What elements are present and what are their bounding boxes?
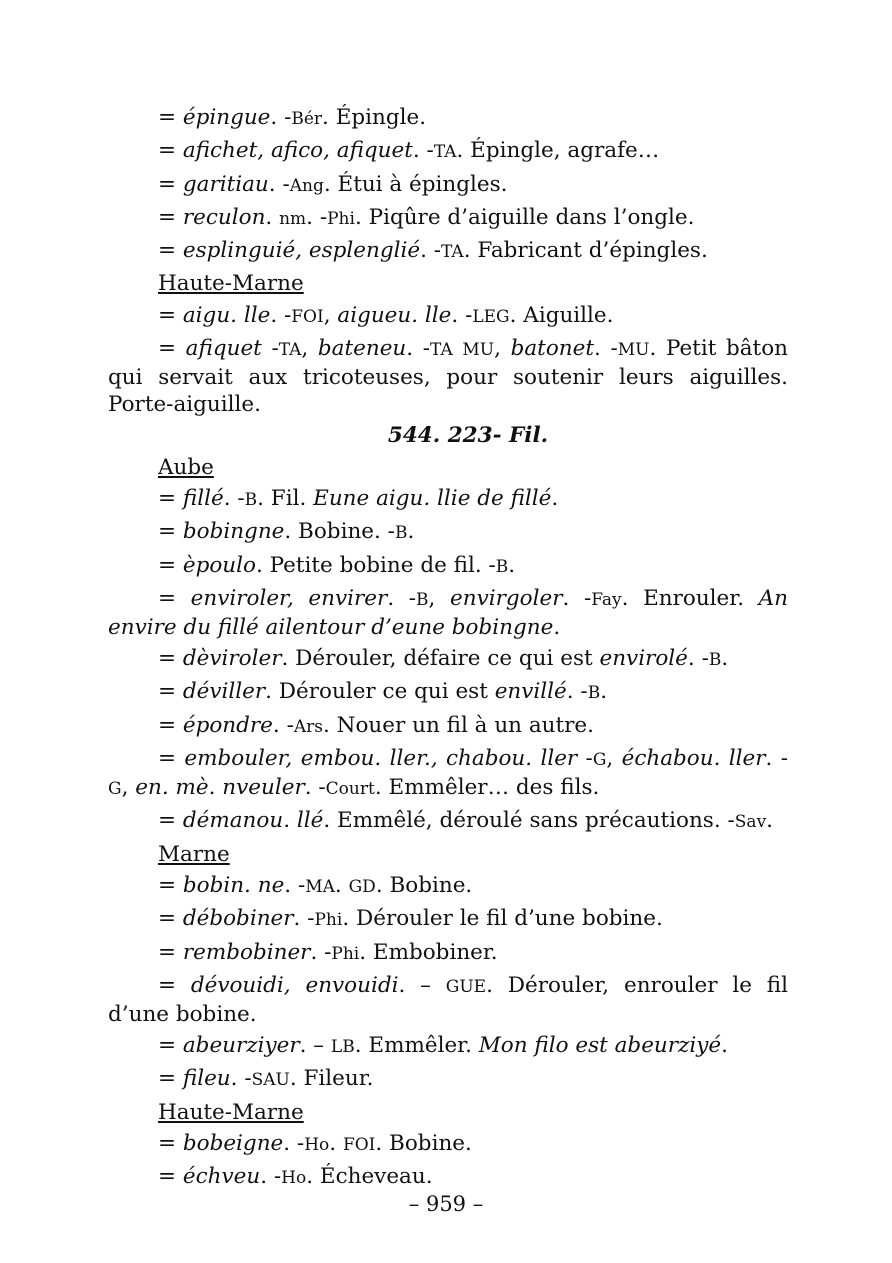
- abbreviation: Bér: [291, 109, 323, 129]
- dialect-term: envirolé: [599, 646, 688, 672]
- abbreviation: nm: [279, 208, 307, 229]
- text-run: =: [158, 906, 183, 932]
- text-run: .: [721, 1033, 728, 1059]
- text-run: =: [158, 171, 183, 197]
- dialect-term: enviroler, envirer: [190, 585, 388, 611]
- text-run: . -: [593, 336, 618, 362]
- text-run: .: [721, 646, 729, 672]
- text-run: . -: [230, 1066, 252, 1092]
- glossary-entry: [108, 807, 788, 836]
- glossary-entry: [108, 552, 788, 581]
- text-run: . -: [293, 906, 315, 932]
- text-run: =: [158, 1131, 183, 1157]
- text-run: =: [158, 872, 183, 898]
- dialect-term: esplinguié, esplenglié: [182, 238, 421, 264]
- glossary-entry: [108, 678, 788, 707]
- text-run: =: [158, 939, 183, 965]
- text-run: . –: [299, 1033, 331, 1059]
- glossary-entry: [108, 905, 788, 934]
- text-run: . -: [562, 585, 592, 611]
- text-run: . Fabricant d’épingles.: [463, 238, 708, 264]
- abbreviation: LB: [330, 1037, 355, 1058]
- text-run: =: [158, 585, 191, 611]
- dialect-term: afichet, afico, afiquet: [182, 138, 413, 164]
- text-run: .: [329, 1131, 343, 1157]
- abbreviation: Phi: [327, 208, 355, 229]
- text-run: =: [158, 679, 183, 705]
- dialect-term: échveu: [182, 1164, 261, 1190]
- text-run: . Emmêler.: [354, 1033, 479, 1059]
- region-heading: [108, 1099, 788, 1126]
- abbreviation: B: [394, 523, 408, 544]
- dialect-term: afiquet: [185, 336, 262, 362]
- glossary-entry: [108, 204, 788, 233]
- abbreviation: B: [495, 556, 509, 577]
- glossary-entry: [108, 1032, 788, 1061]
- abbreviation: FOI: [342, 1135, 376, 1156]
- text-run: . -: [268, 171, 290, 197]
- glossary-entry: [108, 1130, 788, 1159]
- region-heading: [108, 841, 788, 868]
- text-run: .: [551, 485, 559, 511]
- dialect-term: démanou. llé: [182, 808, 324, 834]
- dialect-term: bobin. ne: [182, 872, 285, 898]
- dialect-term: embouler, embou. ller., chabou. ller: [184, 746, 578, 772]
- heading-text: 544. 223- Fil.: [387, 423, 549, 449]
- dialect-term: fillé: [182, 485, 224, 511]
- text-run: . Dérouler, défaire ce qui est: [281, 646, 600, 672]
- text-run: .: [265, 204, 280, 230]
- abbreviation: MU: [617, 340, 650, 361]
- dialect-term: bobeigne: [182, 1131, 284, 1157]
- text-run: . -: [406, 336, 431, 362]
- text-run: . Petit bâton qui servait aux tricoteuses, pour soutenir leurs aiguilles. Porte-aiguille.: [108, 336, 788, 418]
- glossary-entry: [108, 939, 788, 968]
- abbreviation: B: [244, 489, 258, 510]
- text-run: . Dérouler ce qui est: [265, 679, 495, 705]
- text-run: . -: [387, 585, 417, 611]
- text-run: . Bobine. -: [284, 519, 395, 545]
- text-run: . -: [283, 1131, 305, 1157]
- text-run: =: [158, 808, 183, 834]
- dialect-term: échabou. ller: [621, 746, 766, 772]
- glossary-entry: [108, 972, 788, 1028]
- text-run: . -: [272, 712, 294, 738]
- text-run: =: [158, 204, 183, 230]
- glossary-entry: [108, 104, 788, 133]
- abbreviation: MA: [305, 876, 335, 897]
- text-run: . -: [765, 746, 788, 772]
- text-run: ,: [606, 746, 622, 772]
- text-run: . Petite bobine de fil. -: [255, 552, 496, 578]
- text-run: . Écheveau.: [306, 1164, 433, 1190]
- text-run: . -: [270, 105, 292, 130]
- text-run: ,: [323, 302, 338, 328]
- text-run: =: [158, 302, 183, 328]
- glossary-entry: [108, 645, 788, 674]
- text-run: . Enrouler.: [621, 585, 759, 611]
- abbreviation: FOI: [291, 306, 324, 327]
- text-run: . -: [412, 138, 434, 164]
- abbreviation: Fay: [591, 589, 622, 610]
- abbreviation: B: [416, 589, 429, 610]
- text-run: . –: [398, 972, 446, 998]
- dialect-term: An envire du fillé ailentour d’eune bobingne: [108, 585, 789, 640]
- text-run: . Fileur.: [289, 1066, 374, 1092]
- text-run: -: [261, 336, 279, 362]
- text-run: Aube: [158, 454, 214, 480]
- abbreviation: SAU: [251, 1070, 290, 1091]
- dialect-term: débobiner: [182, 906, 294, 932]
- text-run: [453, 336, 463, 361]
- abbreviation: B: [587, 683, 601, 704]
- abbreviation: Phi: [331, 943, 360, 964]
- region-heading: [108, 270, 788, 297]
- abbreviation: B: [708, 650, 722, 671]
- text-run: ,: [428, 585, 451, 611]
- text-run: . Emmêlé, déroulé sans précautions. -: [323, 808, 735, 834]
- text-run: .: [766, 808, 774, 834]
- text-run: =: [158, 552, 183, 578]
- glossary-entry: [108, 1065, 788, 1094]
- dialect-term: Eune aigu. llie de fillé: [313, 485, 552, 511]
- text-run: =: [158, 746, 185, 772]
- text-run: =: [158, 1164, 183, 1190]
- glossary-entry: [108, 1163, 788, 1192]
- dialect-term: garitiau: [182, 171, 269, 197]
- text-run: . -: [223, 485, 245, 511]
- glossary-text: [108, 104, 788, 1197]
- text-run: =: [158, 519, 183, 545]
- glossary-entry: [108, 237, 788, 266]
- dialect-term: envillé: [494, 679, 567, 705]
- text-run: . -: [420, 238, 442, 264]
- dialect-term: dévouidi, envouidi: [190, 972, 399, 998]
- text-run: =: [158, 138, 183, 164]
- dialect-term: bateneu: [317, 336, 407, 362]
- text-run: . Étui à épingles.: [323, 171, 508, 197]
- text-run: ,: [301, 336, 318, 362]
- page-number: – 959 –: [408, 1192, 484, 1216]
- text-run: ,: [121, 775, 136, 801]
- text-run: .: [508, 552, 516, 578]
- text-run: =: [158, 646, 183, 672]
- glossary-entry: [108, 745, 788, 803]
- text-run: . -: [270, 302, 292, 328]
- text-run: =: [158, 336, 186, 362]
- dialect-term: rembobiner: [182, 939, 311, 965]
- glossary-entry: [108, 485, 788, 514]
- text-run: =: [158, 1033, 183, 1059]
- abbreviation: TA: [441, 242, 464, 263]
- text-run: . Épingle, agrafe…: [456, 138, 660, 164]
- text-run: . Nouer un fil à un autre.: [322, 712, 594, 738]
- dialect-term: reculon: [182, 204, 266, 230]
- text-run: =: [158, 972, 191, 998]
- dialect-term: bobingne: [182, 519, 285, 545]
- text-run: =: [158, 105, 183, 130]
- abbreviation: TA: [278, 340, 302, 361]
- dialect-term: envirgoler: [450, 585, 563, 611]
- text-run: . Bobine.: [375, 1131, 472, 1157]
- text-run: . -: [306, 204, 328, 230]
- abbreviation: Phi: [314, 910, 343, 931]
- abbreviation: Court: [325, 779, 375, 800]
- text-run: . Embobiner.: [359, 939, 498, 965]
- dialect-term: épingue: [182, 105, 271, 130]
- abbreviation: Ang: [289, 175, 324, 196]
- text-run: =: [158, 485, 183, 511]
- text-run: . Emmêler… des fils.: [374, 775, 600, 801]
- text-run: Haute-Marne: [158, 271, 304, 297]
- text-run: Marne: [158, 841, 230, 867]
- dialect-term: batonet: [510, 336, 594, 362]
- abbreviation: Sav: [734, 812, 767, 833]
- text-run: . Fil.: [257, 485, 314, 511]
- text-run: .: [553, 614, 561, 640]
- text-run: . Aiguille.: [509, 302, 614, 328]
- text-run: .: [407, 519, 415, 545]
- glossary-entry: [108, 585, 788, 641]
- text-run: . -: [310, 939, 332, 965]
- text-run: .: [600, 679, 608, 705]
- text-run: -: [577, 746, 593, 772]
- entry-heading: [108, 422, 788, 449]
- dialect-term: èpoulo: [182, 552, 256, 578]
- dialect-term: dèviroler: [182, 646, 282, 672]
- text-run: Haute-Marne: [158, 1099, 304, 1125]
- dialect-term: fileu: [182, 1066, 231, 1092]
- abbreviation: GUE: [445, 976, 487, 997]
- text-run: . Piqûre d’aiguille dans l’ongle.: [354, 204, 695, 230]
- abbreviation: G: [592, 750, 607, 771]
- abbreviation: LEG: [472, 306, 510, 327]
- text-run: ,: [494, 336, 511, 362]
- text-run: . -: [260, 1164, 282, 1190]
- text-run: . -: [687, 646, 709, 672]
- dialect-term: aigueu. lle: [337, 302, 452, 328]
- region-heading: [108, 454, 788, 481]
- abbreviation: TA: [430, 340, 453, 361]
- dialect-term: aigu. lle: [182, 302, 271, 328]
- glossary-entry: [108, 518, 788, 547]
- abbreviation: MU: [462, 340, 495, 361]
- abbreviation: TA: [433, 142, 457, 163]
- glossary-entry: [108, 712, 788, 741]
- dialect-term: Mon filo est abeurziyé: [478, 1033, 722, 1059]
- dialect-term: abeurziyer: [182, 1033, 300, 1059]
- text-run: . -: [566, 679, 588, 705]
- abbreviation: GD: [348, 876, 376, 897]
- text-run: . Bobine.: [375, 872, 473, 898]
- glossary-entry: [108, 302, 788, 331]
- text-run: .: [334, 872, 349, 898]
- text-run: . Dérouler, enrouler le fil d’une bobine.: [108, 972, 788, 1027]
- text-run: =: [158, 238, 183, 264]
- dialect-term: déviller: [182, 679, 266, 705]
- abbreviation: G: [108, 779, 122, 800]
- text-run: . -: [284, 872, 306, 898]
- dialect-term: en. mè. nveuler: [135, 775, 305, 801]
- abbreviation: Ars: [293, 716, 323, 737]
- text-run: . -: [451, 302, 473, 328]
- text-run: =: [158, 1066, 183, 1092]
- dialect-term: épondre: [182, 712, 273, 738]
- text-run: . Épingle.: [322, 105, 427, 130]
- glossary-entry: [108, 335, 788, 418]
- glossary-entry: [108, 171, 788, 200]
- text-run: . Dérouler le fil d’une bobine.: [342, 906, 663, 932]
- abbreviation: Ho: [281, 1168, 307, 1189]
- text-run: =: [158, 712, 183, 738]
- text-run: . -: [304, 775, 326, 801]
- glossary-entry: [108, 872, 788, 901]
- glossary-entry: [108, 137, 788, 166]
- abbreviation: Ho: [304, 1135, 330, 1156]
